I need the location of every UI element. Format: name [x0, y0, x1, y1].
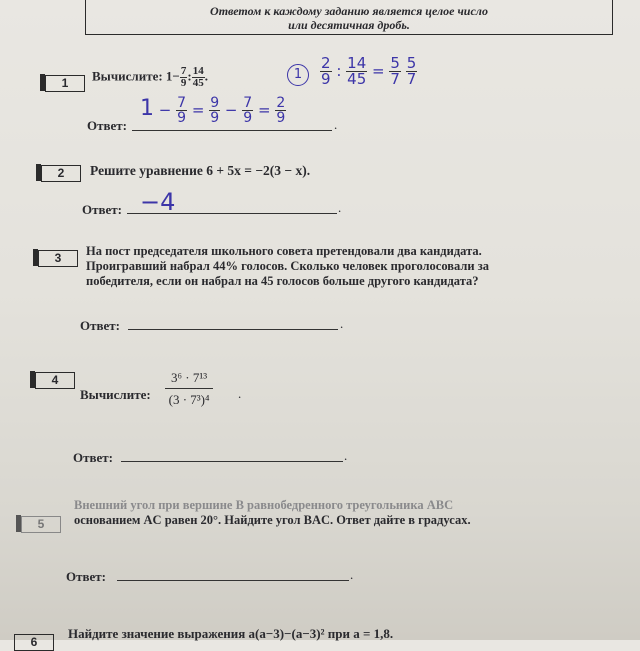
task-2-handwritten-answer: −4 — [140, 188, 176, 216]
task-3-number: 3 — [38, 250, 78, 267]
task-1-number: 1 — [45, 75, 85, 92]
task-5-number: 5 — [21, 516, 61, 533]
task-1-answer-label: Ответ: — [87, 118, 128, 133]
task-4-fraction — [165, 370, 213, 408]
task-2-prompt: Решите уравнение 6 + 5x = −2(3 − x). — [90, 163, 311, 178]
task-3-prompt: На пост председателя школьного совета претендовали два кандидата. Проигравший набрал 44% голосов. Сколько человек проголосовали за победителя, если он набрал на 45 голосов больше другого кандидата? — [86, 244, 490, 288]
task-4-prompt: Вычислите: — [80, 387, 151, 402]
instructions-line-1: Ответом к каждому заданию является целое число — [210, 4, 488, 18]
task-4-answer-label: Ответ: — [73, 450, 114, 465]
task-6-number: 6 — [14, 634, 54, 651]
task-2-number: 2 — [41, 165, 81, 182]
task-4-answer-field[interactable] — [121, 461, 343, 462]
task-5-prompt: Внешний угол при вершине B равнобедренного треугольника ABC основанием AC равен 20°. Найдите угол BAC. Ответ дайте в градусах. — [74, 498, 471, 527]
task-5-answer-field[interactable] — [117, 580, 349, 581]
task-5-answer-label: Ответ: — [66, 569, 107, 584]
circled-one: 1 — [287, 64, 309, 86]
handwritten-work-task-1: $\frac{2}{9}$ : $\frac{14}{45}$ = $\frac{5}{7}$ $\frac{5}{7}$ — [321, 54, 417, 88]
task-3-answer-label: Ответ: — [80, 318, 121, 333]
task-2-answer-label: Ответ: — [82, 202, 123, 217]
instructions-line-2: или десятичная дробь. — [288, 18, 410, 32]
task-4-denominator: (3 · 7³)⁴ — [168, 392, 210, 407]
task-3-answer-field[interactable] — [128, 329, 338, 330]
task-6-prompt: Найдите значение выражения a(a−3)−(a−3)² при a = 1,8. — [68, 626, 394, 641]
instructions-box — [85, 0, 613, 35]
task-1-prompt: Вычислите: 1− $\frac{7}{9}$ : $\frac{14}{45}$ . — [92, 65, 208, 89]
task-4-numerator: 3⁶ · 7¹³ — [165, 370, 213, 389]
task-4-number: 4 — [35, 372, 75, 389]
task-1-handwritten-answer: 1 − $\frac{7}{9}$ = $\frac{9}{9}$ − $\frac{7}{9}$ = $\frac{2}{9}$ — [140, 95, 286, 126]
task-1-answer-field[interactable] — [132, 130, 332, 131]
